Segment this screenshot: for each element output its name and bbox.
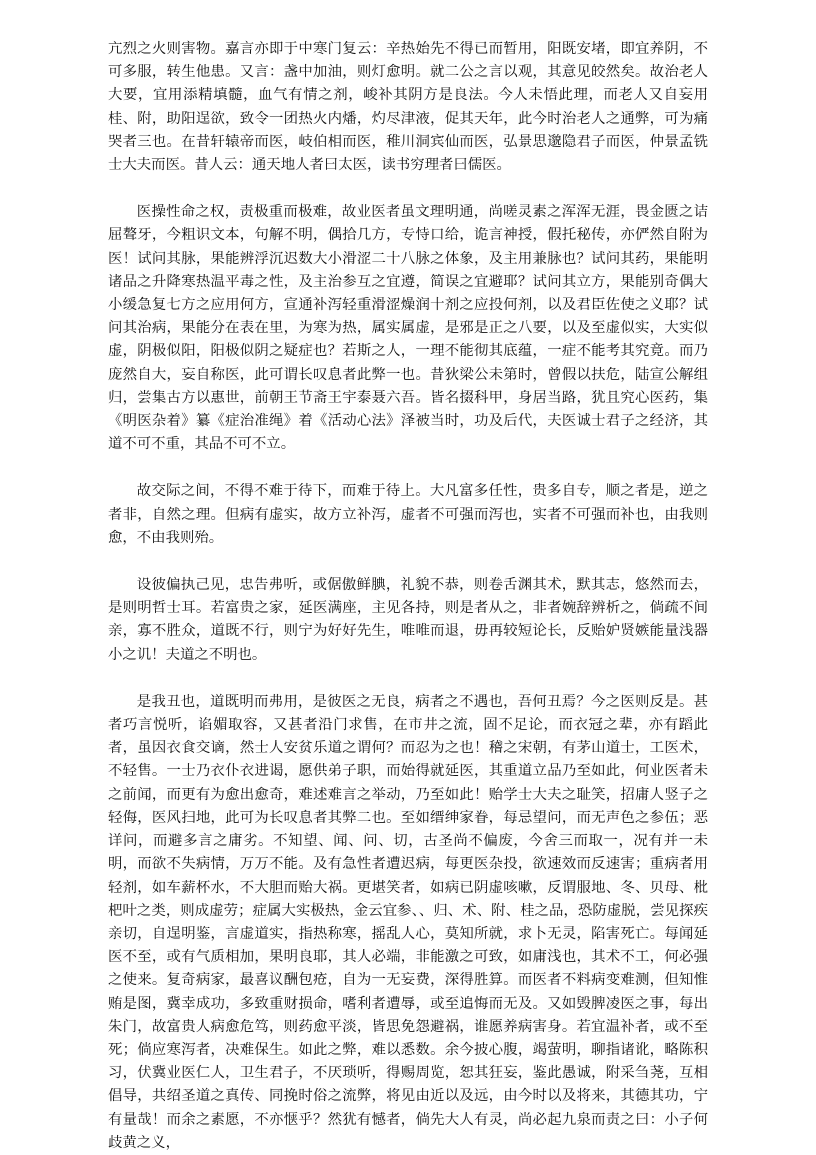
paragraph-1: 亢烈之火则害物。嘉言亦即于中寒门复云：辛热始先不得已而暂用，阳既安堵，即宜养阴，不可多服，转生他患。又言：盏中加油，则灯愈明。就二公之言以观，其意见皎然矣。故治老人大要，宜用添精填髓，血气有情之剂，峻补其阴方是良法。今人未悟此理，而老人又自妄用桂、附，助阳逞欲，致令一团热火内燔，灼尽津液，促其天年，此今时治老人之通弊，可为痛哭者三也。在昔轩辕帝而医，岐伯相而医，稚川洞宾仙而医，弘景思邈隐君子而医，仲景孟铣士大夫而医。昔人云：通天地人者曰太医，读书穷理者曰儒医。: [108, 41, 708, 174]
paragraph-4: 设彼偏执己见，忠告弗听，或倨傲鲜腆，礼貌不恭，则卷舌渊其术，默其志，悠然而去，是则明哲士耳。若富贵之家，延医满座，主见各持，则是者从之，非者婉辞辨析之，倘疏不间亲，寡不胜众，道既不行，则宁为好好先生，唯唯而退，毋再较短论长，反贻妒贤嫉能量浅器小之讥！夫道之不明也。: [108, 577, 708, 663]
paragraph-5: 是我丑也，道既明而弗用，是彼医之无良，病者之不遇也，吾何丑焉？今之医则反是。甚者巧言悦听，谄媚取容，又甚者沿门求售，在市井之流，固不足论，而衣冠之辈，亦有蹈此者，虽因衣食交谪，然士人安贫乐道之谓何？而忍为之也！稽之宋朝，有茅山道士，工医术，不轻售。一士乃衣仆衣进谒，愿供弟子职，而始得就延医，其重道立品乃至如此，何业医者未之前闻，而更有为愈出愈奇，难述难言之举动，乃至如此！贻学士大夫之耻笑，招庸人竖子之轻侮，医风扫地，此可为长叹息者其弊二也。至如缙绅家眷，每忌望问，而无声色之参伍；恶详问，而避多言之庸劣。不知望、闻、问、切，古圣尚不偏废，今舍三而取一，况有并一未明，而欲不失病情，万万不能。及有急性者遭迟病，每更医杂投，欲速效而反速害；重病者用轻剂，如车薪杯水，不大胆而贻大祸。更堪笑者，如病已阴虚咳嗽，反谓服地、冬、贝母、枇杷叶之类，则成虚劳；症属大实极热，金云宜参、、归、术、附、桂之品，恐防虚脱，尝见探疾亲切，自逞明鉴，言虚道实，指热称寒，摇乱人心，莫知所就，求卜无灵，陷害死亡。每闻延医不至，或有气质相加，果明良耶，其人必端，非能激之可致，如庸浅也，其术不工，何必强之使来。复奇病家，最喜议酬包疮，自为一无妄费，深得胜算。而医者不料病变难测，但知惟贿是图，冀幸成功，多致重财损命，嗜利者遭辱，或至追悔而无及。又如毁脾凌医之事，每出朱门，故富贵人病愈危笃，则药愈平淡，皆思免怨避祸，谁愿养病害身。若宜温补者，或不至死；倘应寒泻者，决难保生。如此之弊，难以悉数。余今披心腹，竭萤明，聊指诸讹，略陈积习，伏冀业医仁人，卫生君子，不厌琐听，得赐周览，恕其狂妄，鉴此愚诚，附采刍荛，互相倡导，共绍圣道之真传、同挽时俗之流弊，将见由近以及远，由今时以及将来，其德其功，宁有量哉！而余之素愿，不亦惬乎？然犹有憾者，倘先大人有灵，尚必起九泉而责之曰：小子何歧黄之义，: [108, 693, 708, 1151]
paragraph-3: 故交际之间，不得不难于待下，而难于待上。大凡富多任性，贵多自专，顺之者是，逆之者非，自然之理。但病有虚实，故方立补泻，虚者不可强而泻也，实者不可强而补也，由我则愈，不由我则殆。: [108, 483, 708, 546]
paragraph-2: 医操性命之权，责极重而极难，故业医者虽文理明通，尚嗟灵素之浑浑无涯，畏金匮之诘屈聱牙，今粗识文本，句解不明，偶拾几方，专恃口给，诡言神授，假托秘传，亦俨然自附为医！试问其脉，果能辨浮沉迟数大小滑涩二十八脉之体象，及主用兼脉也？试问其药，果能明诸品之升降寒热温平毒之性，及主治参互之宜遵，简误之宜避耶？试问其立方，果能别奇偶大小缓急复七方之应用何方，宣通补泻轻重滑涩燥润十剂之应投何剂，以及君臣佐使之义耶？试问其治病，果能分在表在里，为寒为热，属实属虚，是邪是正之八要，以及至虚似实，大实似虚，阴极似阳，阳极似阴之疑症也？若斯之人，一理不能彻其底蕴，一症不能考其究竟。而乃庞然自大，妄自称医，此可谓长叹息者此弊一也。昔狄梁公未第时，曾假以扶危，陆宣公解组归，尝集古方以惠世，前朝王节斋王宇泰聂六吾。皆名掇科甲，身居当路，犹且究心医药，集《明医杂着》纂《症治准绳》着《活动心法》泽被当时，功及后代，夫医诚士君子之经济，其道不可不重，其品不可不立。: [108, 204, 708, 453]
